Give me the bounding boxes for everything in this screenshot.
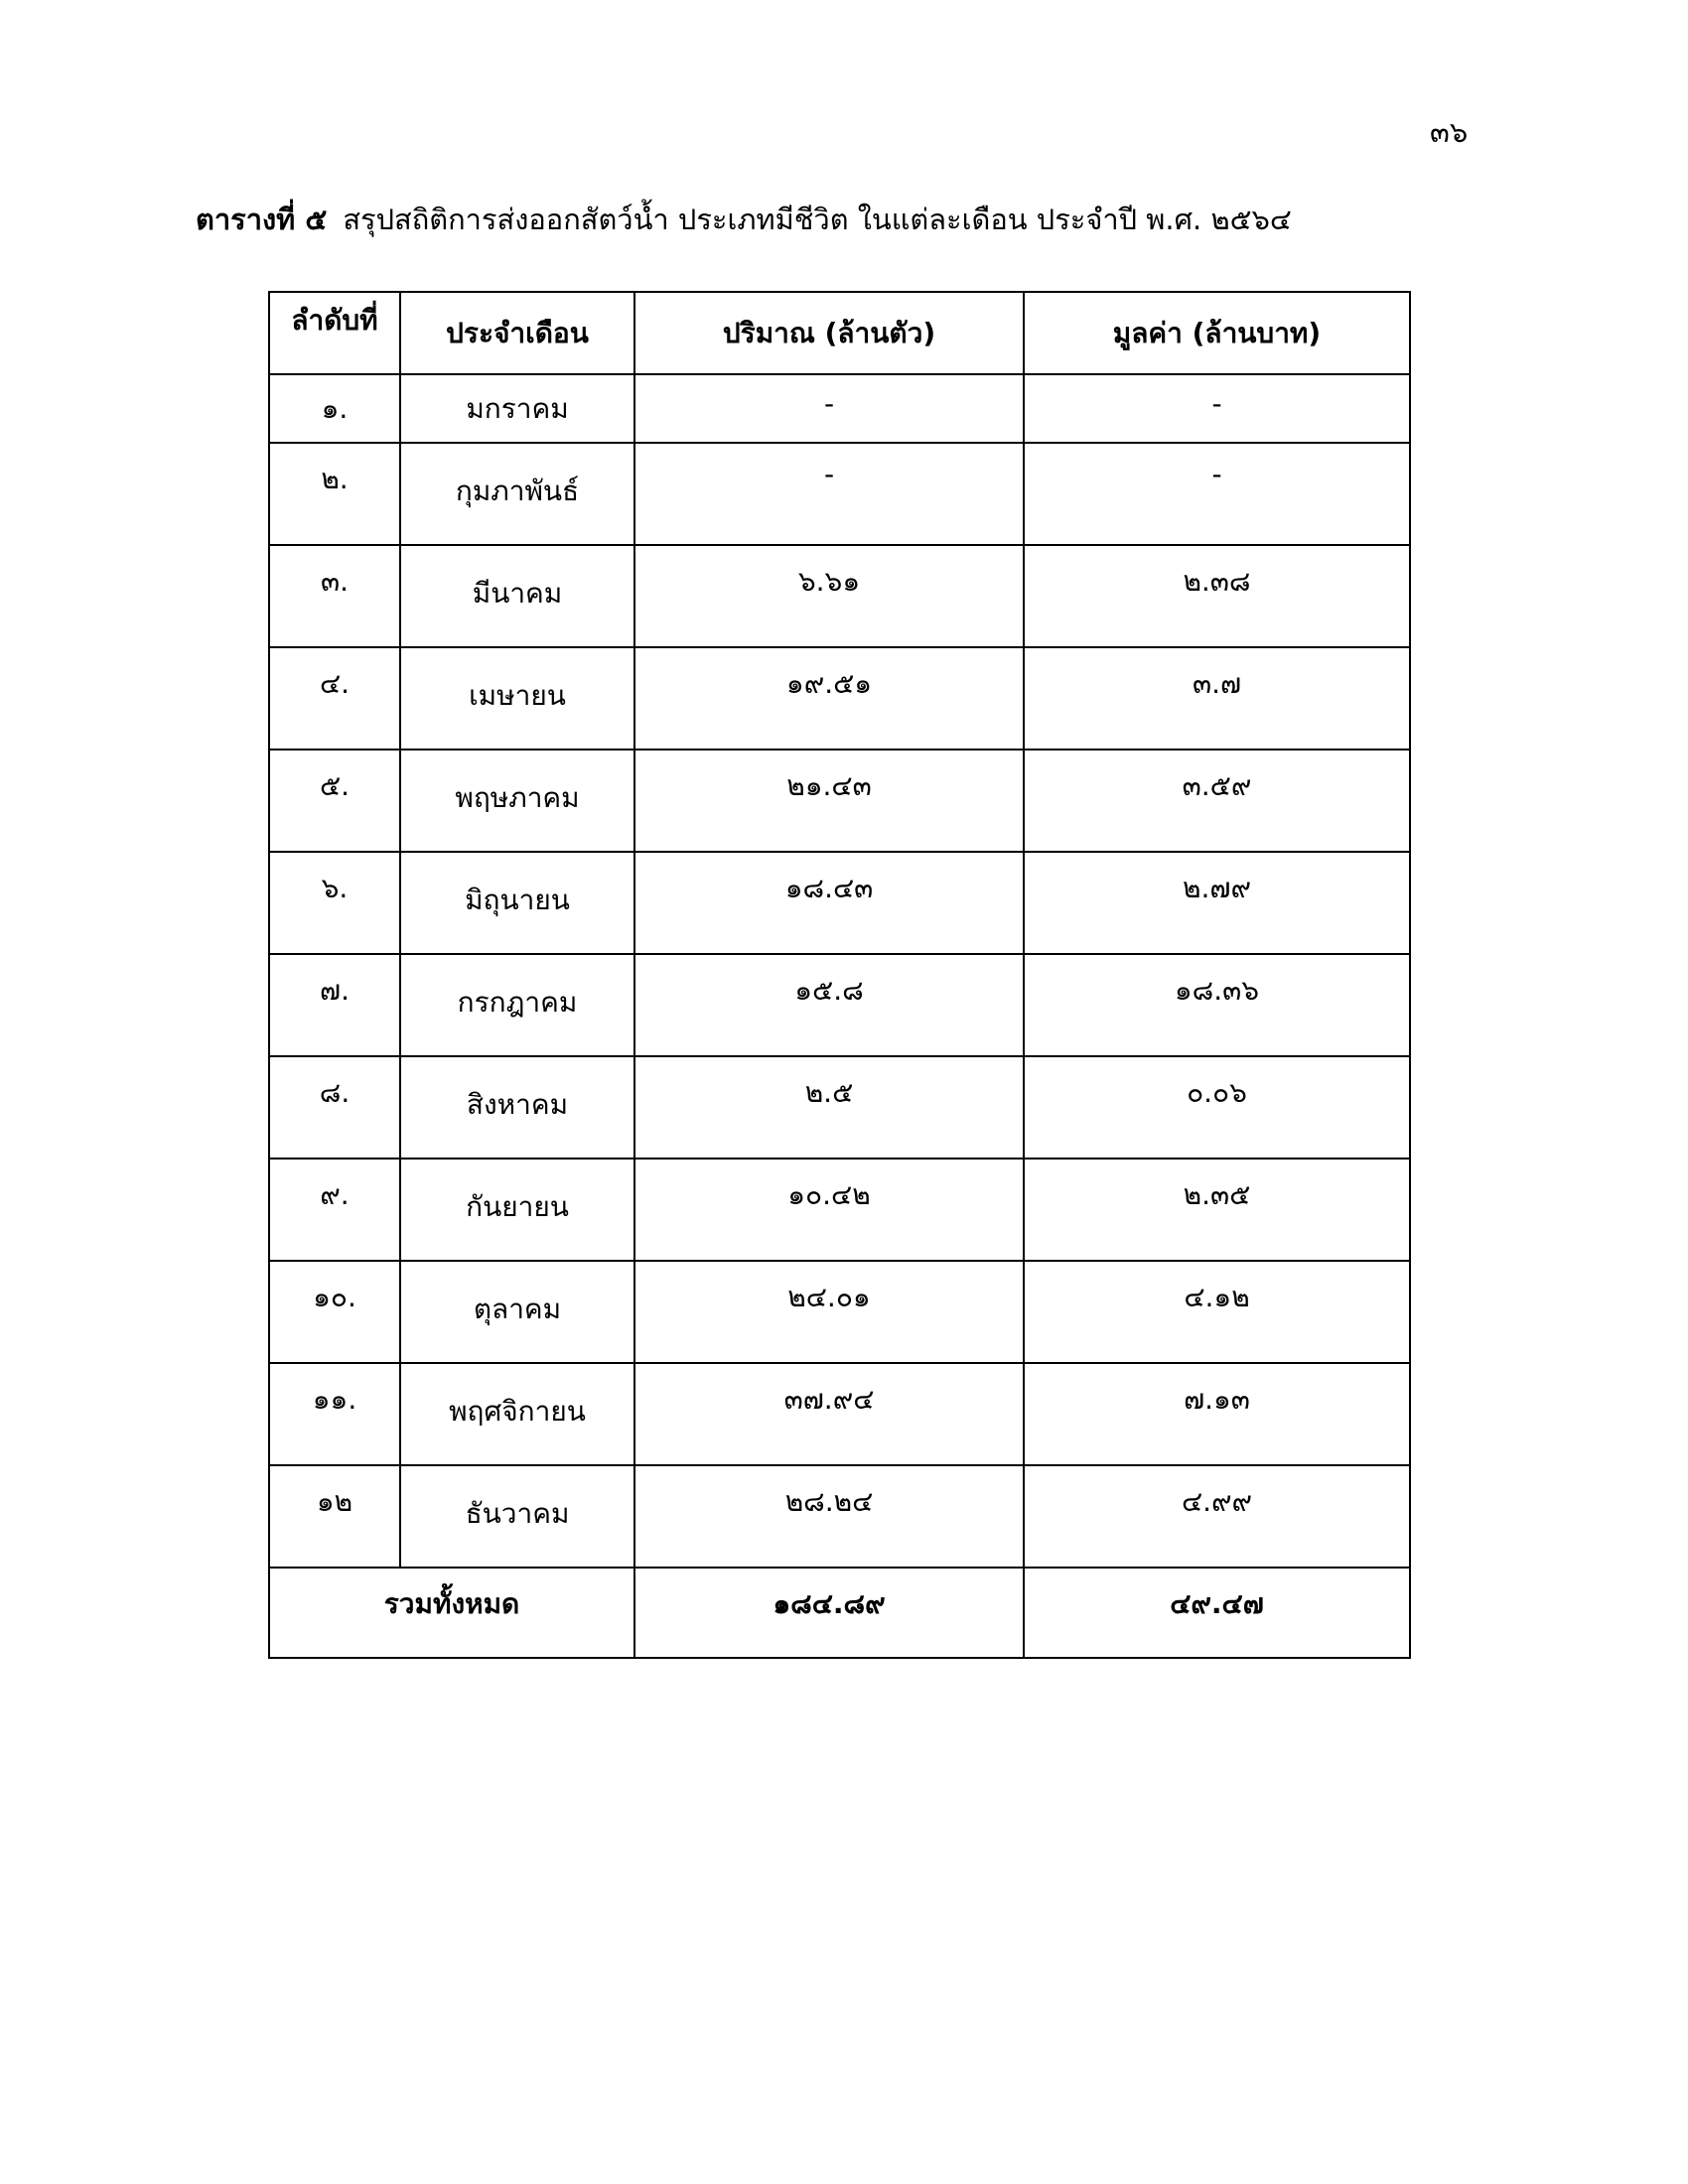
cell-quantity: ๑๘.๔๓ [634,852,1024,954]
cell-month: ตุลาคม [400,1261,634,1363]
cell-month: มิถุนายน [400,852,634,954]
table-row [269,1363,1410,1465]
table-caption [196,197,1292,242]
cell-sequence: ๑๒ [269,1465,400,1568]
cell-month: มีนาคม [400,545,634,647]
page-number: ๓๖ [1430,115,1469,149]
cell-value: ๒.๗๙ [1024,852,1410,954]
cell-quantity: ๒.๕ [634,1056,1024,1159]
cell-month: พฤษภาคม [400,750,634,852]
cell-sequence: ๔. [269,647,400,750]
cell-month: มกราคม [400,374,634,443]
cell-value: ๓.๕๙ [1024,750,1410,852]
cell-sequence: ๙. [269,1159,400,1261]
cell-value: ๓.๗ [1024,647,1410,750]
table-row [269,545,1410,647]
cell-quantity: ๒๘.๒๔ [634,1465,1024,1568]
cell-value: ๔.๑๒ [1024,1261,1410,1363]
total-value: ๔๙.๔๗ [1024,1568,1410,1658]
cell-quantity: ๒๑.๔๓ [634,750,1024,852]
cell-sequence: ๑๑. [269,1363,400,1465]
cell-month: กรกฎาคม [400,954,634,1056]
cell-month: ธันวาคม [400,1465,634,1568]
header-quantity: ปริมาณ (ล้านตัว) [634,292,1024,374]
table-row [269,1261,1410,1363]
table-total-row [269,1568,1410,1658]
table-row [269,443,1410,545]
table-caption-label: ตารางที่ ๕ [196,203,328,236]
cell-sequence: ๗. [269,954,400,1056]
cell-month: กุมภาพันธ์ [400,443,634,545]
cell-value: - [1024,443,1410,545]
table-row [269,374,1410,443]
cell-month: เมษายน [400,647,634,750]
cell-value: ๒.๓๘ [1024,545,1410,647]
cell-sequence: ๑. [269,374,400,443]
cell-value: - [1024,374,1410,443]
cell-quantity: ๑๙.๕๑ [634,647,1024,750]
table-row [269,954,1410,1056]
cell-quantity: ๓๗.๙๔ [634,1363,1024,1465]
cell-value: ๐.๐๖ [1024,1056,1410,1159]
table-row [269,1056,1410,1159]
cell-quantity: - [634,374,1024,443]
table-row [269,1465,1410,1568]
cell-quantity: ๑๕.๘ [634,954,1024,1056]
cell-quantity: ๖.๖๑ [634,545,1024,647]
cell-quantity: ๑๐.๔๒ [634,1159,1024,1261]
table-header-row [269,292,1410,374]
cell-sequence: ๘. [269,1056,400,1159]
table-row [269,750,1410,852]
cell-sequence: ๖. [269,852,400,954]
cell-sequence: ๓. [269,545,400,647]
table-caption-text: สรุปสถิติการส่งออกสัตว์น้ำ ประเภทมีชีวิต ในแต่ละเดือน ประจำปี พ.ศ. ๒๕๖๔ [343,203,1292,236]
cell-value: ๔.๙๙ [1024,1465,1410,1568]
total-quantity: ๑๘๔.๘๙ [634,1568,1024,1658]
cell-value: ๗.๑๓ [1024,1363,1410,1465]
cell-sequence: ๑๐. [269,1261,400,1363]
cell-quantity: ๒๔.๐๑ [634,1261,1024,1363]
cell-month: พฤศจิกายน [400,1363,634,1465]
cell-value: ๑๘.๓๖ [1024,954,1410,1056]
table-row [269,852,1410,954]
table-row [269,647,1410,750]
cell-sequence: ๕. [269,750,400,852]
cell-quantity: - [634,443,1024,545]
cell-sequence: ๒. [269,443,400,545]
export-statistics-table [268,291,1411,1659]
header-sequence: ลำดับที่ [269,292,400,374]
table-row [269,1159,1410,1261]
cell-month: สิงหาคม [400,1056,634,1159]
header-month: ประจำเดือน [400,292,634,374]
cell-value: ๒.๓๕ [1024,1159,1410,1261]
total-label: รวมทั้งหมด [269,1568,634,1658]
header-value: มูลค่า (ล้านบาท) [1024,292,1410,374]
cell-month: กันยายน [400,1159,634,1261]
